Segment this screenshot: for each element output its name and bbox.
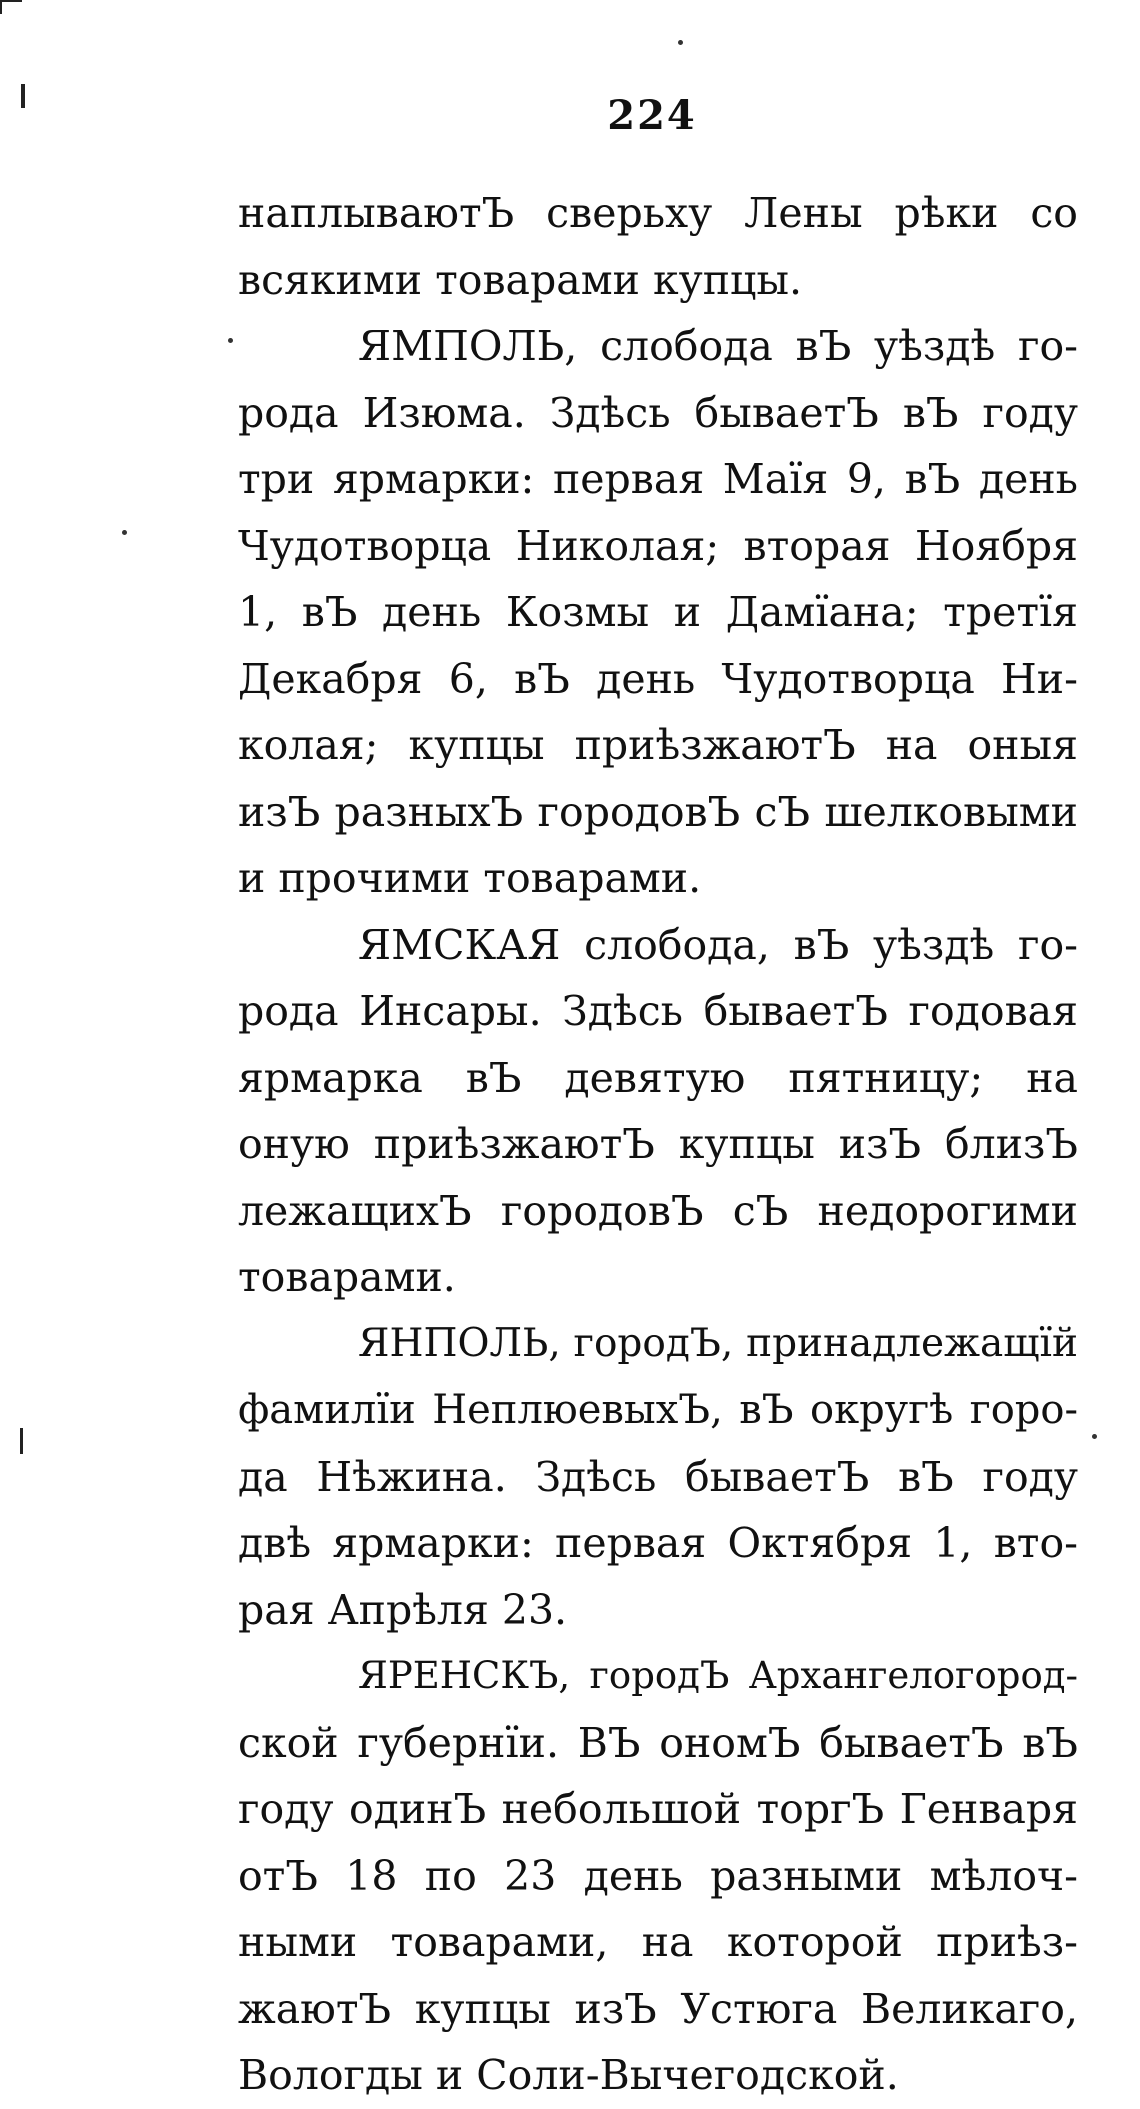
text-line: всякими товарами купцы.	[238, 255, 803, 304]
scan-artifact-dot	[228, 338, 233, 343]
text-line: наплываютЪ сверьху Лены рѣки со	[238, 189, 1078, 237]
text-line: оную приѣзжаютЪ купцы изЪ близЪ	[238, 1120, 1078, 1168]
text-line: колая; купцы приѣзжаютЪ на оныя	[238, 721, 1078, 769]
scan-artifact-left-mark	[20, 1428, 23, 1454]
text-line: ЯНПОЛЬ, городЪ, принадлежащїй	[358, 1320, 1078, 1366]
text-line: ЯРЕНСКЪ, городЪ Архангелогород-	[358, 1654, 1078, 1697]
text-line: изЪ разныхЪ городовЪ сЪ шелковыми	[238, 787, 1078, 836]
text-line: ными товарами, на которой приѣз-	[238, 1918, 1078, 1966]
text-line: Вологды и Соли-Вычегодской.	[238, 2051, 899, 2099]
text-line: и прочими товарами.	[238, 854, 702, 902]
text-line: рая Апрѣля 23.	[238, 1585, 568, 1634]
scan-artifact-dot	[1092, 1434, 1097, 1439]
scan-artifact-corner-mark	[0, 0, 22, 2]
scan-artifact-dot	[122, 530, 127, 535]
text-line: товарами.	[238, 1253, 456, 1301]
text-line: году одинЪ небольшой торгЪ Генваря	[238, 1785, 1078, 1833]
text-line: отЪ 18 по 23 день разными мѣлоч-	[238, 1851, 1078, 1900]
text-line: три ярмарки: первая Маїя 9, вЪ день	[238, 455, 1078, 503]
text-line: ЯМПОЛЬ, слобода вЪ уѣздѣ го-	[358, 322, 1078, 370]
scan-artifact-dot	[678, 40, 683, 45]
text-line: фамилїи НеплюевыхЪ, вЪ округѣ горо-	[238, 1387, 1078, 1433]
text-line: ской губернїи. ВЪ ономЪ бываетЪ вЪ	[238, 1718, 1078, 1767]
text-line: жаютЪ купцы изЪ Устюга Великаго,	[238, 1984, 1078, 2033]
page-number: 224	[607, 92, 697, 139]
text-line: ЯМСКАЯ слобода, вЪ уѣздѣ го-	[358, 920, 1078, 969]
scan-artifact-corner-mark	[0, 0, 2, 14]
text-line: 1, вЪ день Козмы и Дамїана; третїя	[238, 588, 1078, 636]
text-line: рода Изюма. Здѣсь бываетЪ вЪ году	[238, 388, 1078, 437]
text-line: рода Инсары. Здѣсь бываетЪ годовая	[238, 987, 1078, 1035]
text-line: Декабря 6, вЪ день Чудотворца Ни-	[238, 654, 1078, 703]
text-line: лежащихЪ городовЪ сЪ недорогими	[238, 1186, 1078, 1235]
text-line: да Нѣжина. Здѣсь бываетЪ вЪ году	[238, 1452, 1078, 1501]
text-line: Чудотворца Николая; вторая Ноября	[238, 521, 1078, 570]
text-line: ярмарка вЪ девятую пятницу; на	[238, 1053, 1078, 1102]
body-text	[238, 180, 1078, 2109]
text-line: двѣ ярмарки: первая Октября 1, вто-	[238, 1519, 1078, 1567]
